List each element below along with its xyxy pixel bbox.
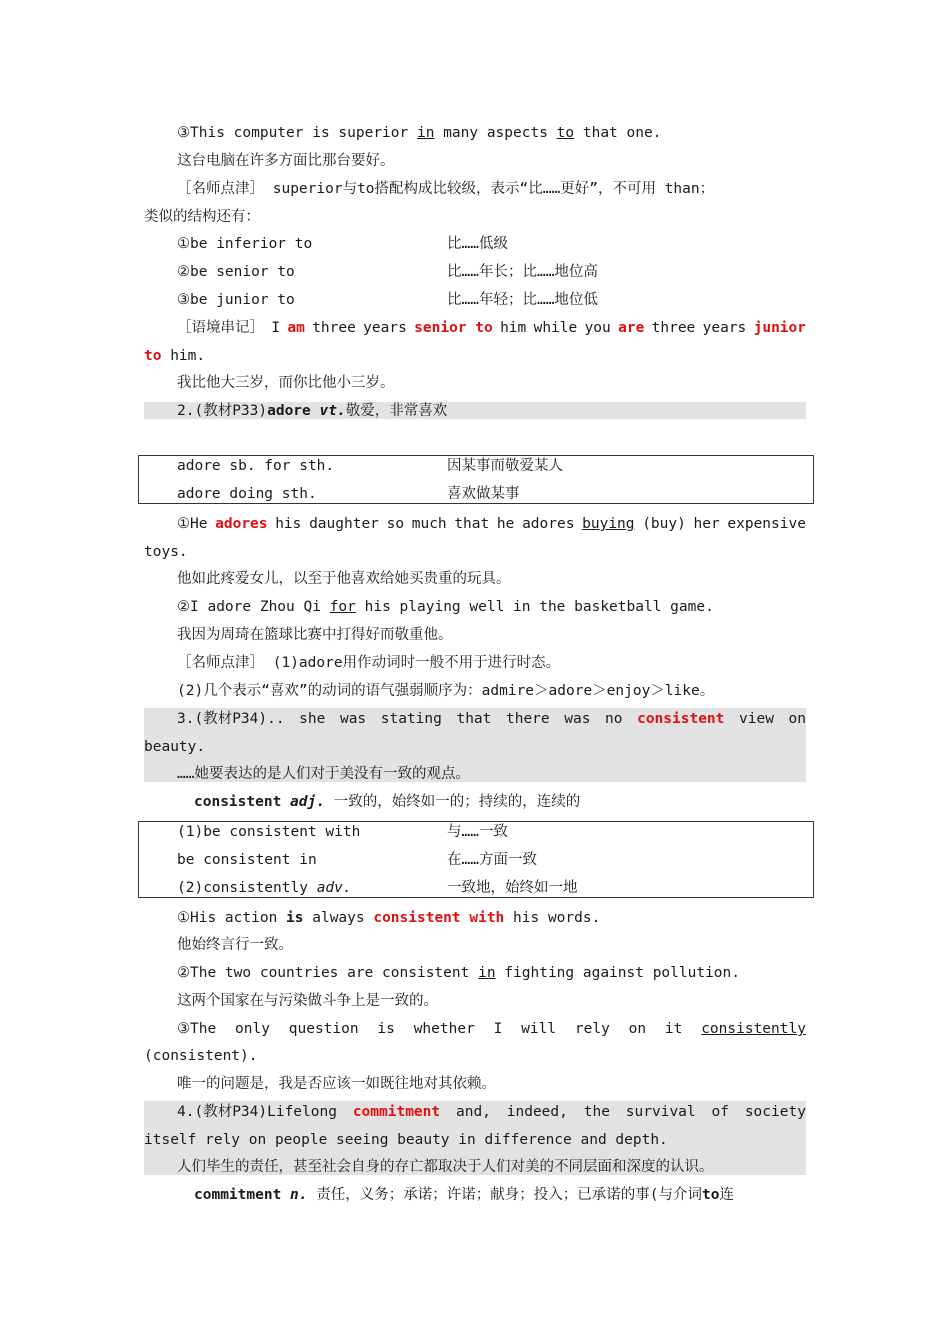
section-heading-continued: beauty. — [144, 739, 206, 755]
context-sentence-continued: to him. — [144, 348, 206, 364]
context-translation: 我比他大三岁，而你比他小三岁。 — [177, 375, 395, 391]
section-heading: 4.(教材P34)Lifelong commitment and, indeed, the survival of society — [177, 1104, 806, 1120]
example-sentence-continued: toys. — [144, 544, 188, 560]
example-sentence: ③The only question is whether I will rely on it consistently — [177, 1021, 806, 1037]
section-heading-translation: ……她要表达的是人们对于美没有一致的观点。 — [177, 766, 470, 782]
table-row: (1)be consistent with 与……一致 — [177, 824, 508, 840]
context-sentence: ［语境串记］ I am three years senior to him while you are three years junior — [177, 320, 806, 336]
phrase-row: ②be senior to 比……年长；比……地位高 — [177, 264, 598, 280]
example-sentence: ③This computer is superior in many aspects to that one. — [177, 125, 662, 141]
teacher-note-continued: 类似的结构还有： — [144, 209, 260, 225]
example-sentence: ②I adore Zhou Qi for his playing well in the basketball game. — [177, 599, 714, 615]
example-sentence: ②The two countries are consistent in fighting against pollution. — [177, 965, 740, 981]
table-row: (2)consistently adv. 一致地，始终如一地 — [177, 880, 578, 896]
section-heading: 3.(教材P34).. she was stating that there was no consistent view on — [177, 711, 806, 727]
teacher-note: ［名师点津］ superior与to搭配构成比较级，表示“比……更好”，不可用 than； — [177, 181, 715, 197]
example-translation: 唯一的问题是，我是否应该一如既往地对其依赖。 — [177, 1076, 496, 1092]
teacher-note: ［名师点津］ (1)adore用作动词时一般不用于进行时态。 — [177, 655, 561, 671]
example-sentence-continued: (consistent). — [144, 1048, 258, 1064]
example-translation: 他如此疼爱女儿，以至于他喜欢给她买贵重的玩具。 — [177, 571, 511, 587]
example-translation: 我因为周琦在篮球比赛中打得好而敬重他。 — [177, 627, 453, 643]
word-definition: consistent adj. 一致的，始终如一的；持续的，连续的 — [194, 794, 581, 810]
teacher-note: (2)几个表示“喜欢”的动词的语气强弱顺序为：admire＞adore＞enjoy＞like。 — [177, 683, 715, 699]
example-sentence: ①He adores his daughter so much that he adores buying (buy) her expensive — [177, 516, 806, 532]
section-heading-continued: itself rely on people seeing beauty in difference and depth. — [144, 1132, 668, 1148]
example-translation: 这台电脑在许多方面比那台要好。 — [177, 153, 395, 169]
word-definition: commitment n. 责任，义务；承诺；许诺；献身；投入；已承诺的事(与介词to连 — [194, 1187, 734, 1203]
example-sentence: ①His action is always consistent with his words. — [177, 910, 601, 926]
section-heading-translation: 人们毕生的责任，甚至社会自身的存亡都取决于人们对美的不同层面和深度的认识。 — [177, 1159, 714, 1175]
phrase-row: ①be inferior to 比……低级 — [177, 236, 508, 252]
table-row: be consistent in 在……方面一致 — [177, 852, 537, 868]
phrase-row: ③be junior to 比……年轻；比……地位低 — [177, 292, 598, 308]
section-heading: 2.(教材P33)adore vt.敬爱，非常喜欢 — [177, 403, 448, 419]
example-translation: 这两个国家在与污染做斗争上是一致的。 — [177, 993, 438, 1009]
table-row: adore sb. for sth. 因某事而敬爱某人 — [177, 458, 563, 474]
table-row: adore doing sth. 喜欢做某事 — [177, 486, 520, 502]
example-translation: 他始终言行一致。 — [177, 937, 293, 953]
